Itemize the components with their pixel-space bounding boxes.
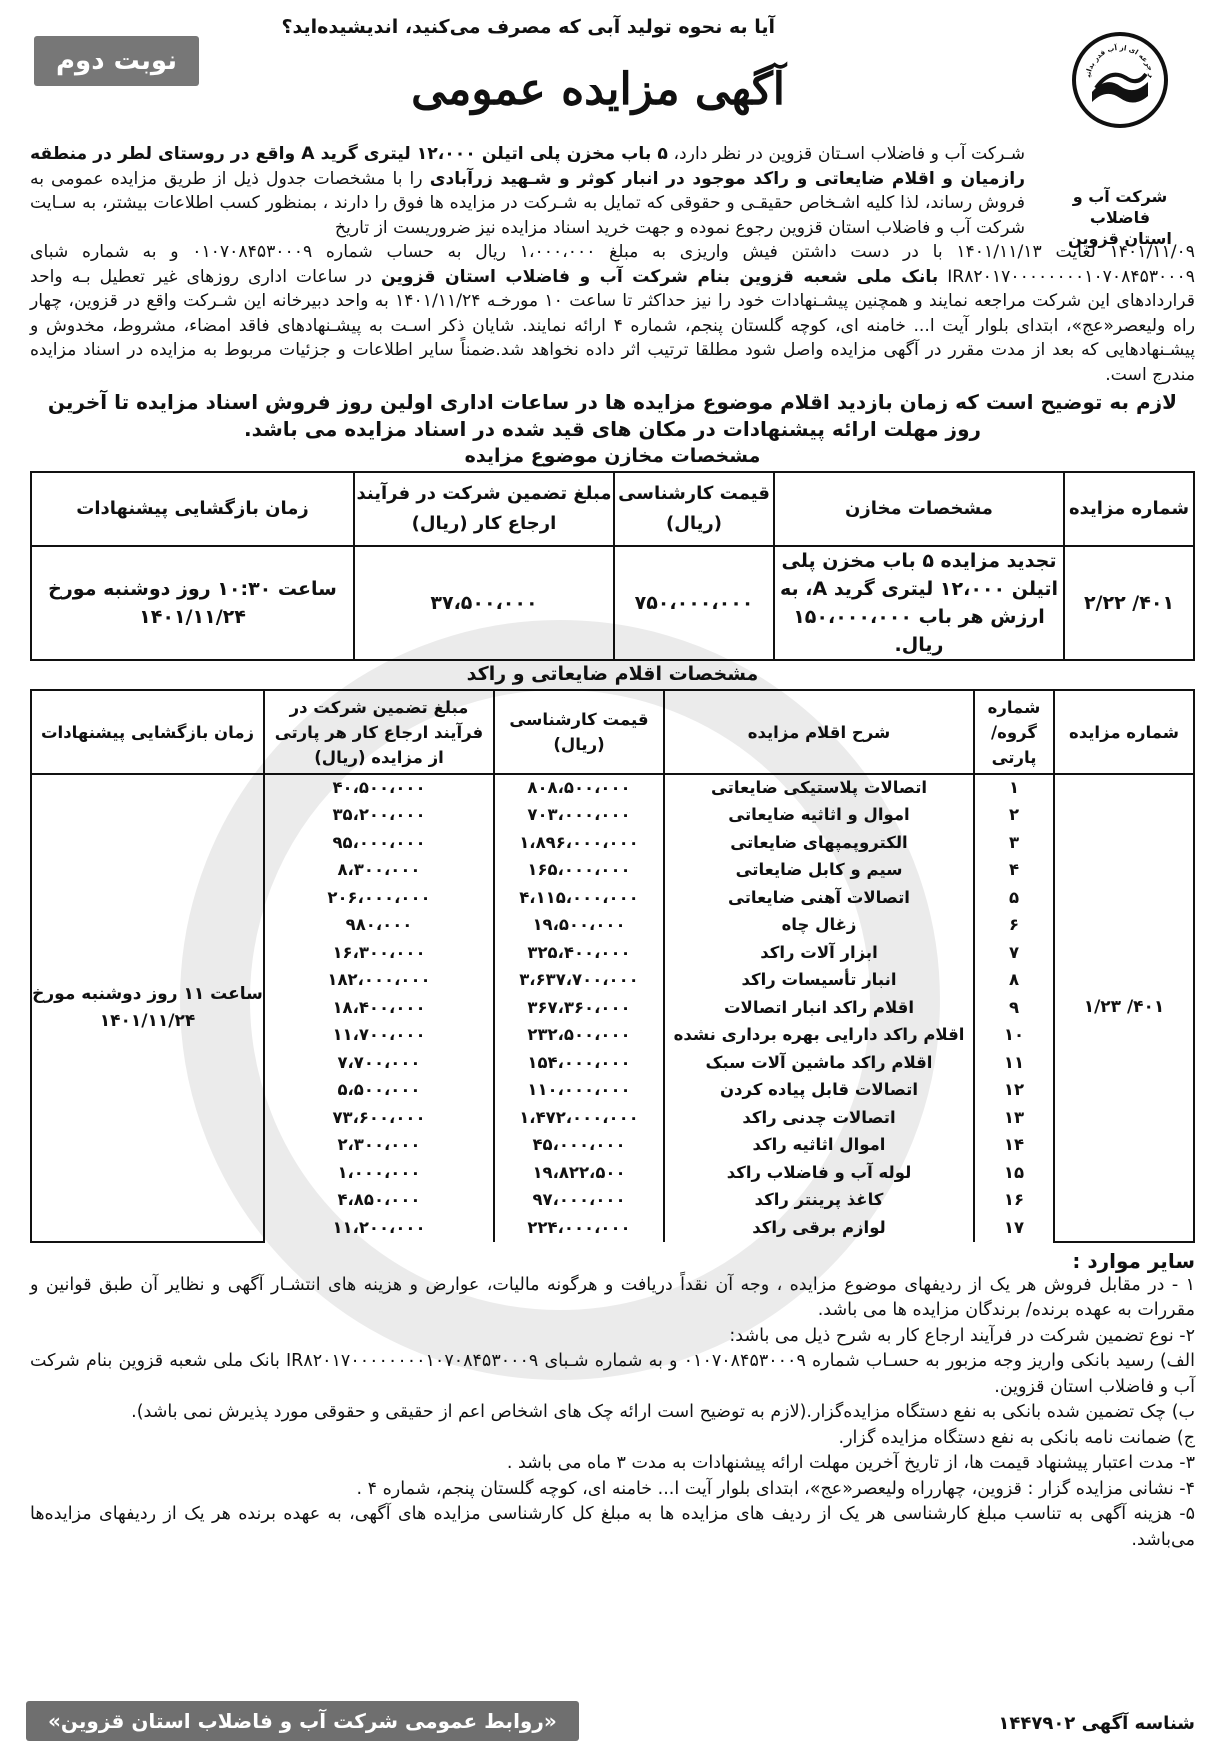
list-item: الف) رسید بانکی واریز وجه مزبور به حسـاب شماره ۰۱۰۷۰۸۴۵۳۰۰۰۹ و به شماره شـبای IR۸۲۰۱۷۰۰۰۰۰۰۰۰۱۰۷۰۸۴۵۳۰۰۰۹ بانک ملی شعبه قزوین بنام شرکت آب و فاضلاب استان قزوین. bbox=[30, 1351, 1195, 1397]
guarantee-amount: ۴۰،۵۰۰،۰۰۰ bbox=[264, 774, 494, 802]
expert-price: ۳۶۷،۳۶۰،۰۰۰ bbox=[494, 994, 664, 1022]
group-number: ۱۶ bbox=[974, 1187, 1054, 1215]
list-item: ۳- مدت اعتبار پیشنهاد قیمت ها، از تاریخ آخرین مهلت ارائه پیشنهادات به مدت ۳ ماه می باشد . bbox=[506, 1453, 1195, 1473]
list-item: ج) ضمانت نامه بانکی به نفع دستگاه مزایده گزار. bbox=[838, 1427, 1195, 1448]
group-number: ۶ bbox=[974, 912, 1054, 940]
guarantee-amount: ۲،۳۰۰،۰۰۰ bbox=[264, 1132, 494, 1160]
table-header: شماره گروه/ پارتی bbox=[974, 690, 1054, 774]
item-description: اتصالات قابل پیاده کردن bbox=[664, 1077, 974, 1105]
group-number: ۱۵ bbox=[974, 1159, 1054, 1187]
group-number: ۱۴ bbox=[974, 1132, 1054, 1160]
expert-price: ۴،۱۱۵،۰۰۰،۰۰۰ bbox=[494, 884, 664, 912]
expert-price: ۱،۸۹۶،۰۰۰،۰۰۰ bbox=[494, 829, 664, 857]
table-header: شرح اقلام مزایده bbox=[664, 690, 974, 774]
item-description: کاغذ پرینتر راکد bbox=[664, 1187, 974, 1215]
item-description: اتصالات آهنی ضایعاتی bbox=[664, 884, 974, 912]
table-header: مبلغ تضمین شرکت در فرآیند ارجاع کار (ریال) bbox=[354, 472, 614, 546]
item-description: الکتروپمپهای ضایعاتی bbox=[664, 829, 974, 857]
other-items-list bbox=[30, 1273, 1195, 1554]
expert-price: ۱۱۰،۰۰۰،۰۰۰ bbox=[494, 1077, 664, 1105]
group-number: ۴ bbox=[974, 857, 1054, 885]
scrap-section-title: مشخصات اقلام ضایعاتی و راکد bbox=[466, 663, 759, 685]
guarantee-amount: ۵،۵۰۰،۰۰۰ bbox=[264, 1077, 494, 1105]
item-description: ابزار آلات راکد bbox=[664, 939, 974, 967]
guarantee-amount: ۱۸۲،۰۰۰،۰۰۰ bbox=[264, 967, 494, 995]
page-title: آگهی مزایده عمومی bbox=[411, 64, 785, 115]
intro-paragraph: شـرکت آب و فاضلاب اسـتان قزوین در نظر دارد، ۵ باب مخزن پلی اتیلن ۱۲،۰۰۰ لیتری گرید A واقع در روستای لطر در منطقه رازمیان و اقلام ضایعاتی و راکد موجود در انبار کوثر و شـهید زرآبادی را با مشخصات جدول ذیل از طریق مزایده عمومی به فروش رساند، لذا کلیه اشـخاص حقیقـی و حقوقی که تمایل به شـرکت در مزایده ها فوق را دارند ، بمنظور کسب اطلاعات بیشتر، به سـایت شرکت آب و فاضلاب استان قزوین رجوع نموده و جهت خرید اسناد مزایده نیز ضروریست از تاریخ bbox=[30, 144, 1026, 238]
table-header: شماره مزایده bbox=[1064, 472, 1194, 546]
guarantee-amount: ۳۷،۵۰۰،۰۰۰ bbox=[354, 546, 614, 660]
table-header: مبلغ تضمین شرکت در فرآیند ارجاع کار هر پارتی از مزایده (ریال) bbox=[264, 690, 494, 774]
other-items-title: سایر موارد : bbox=[1072, 1248, 1195, 1273]
guarantee-amount: ۹۸۰،۰۰۰ bbox=[264, 912, 494, 940]
guarantee-amount: ۲۰۶،۰۰۰،۰۰۰ bbox=[264, 884, 494, 912]
expert-price: ۳۲۵،۴۰۰،۰۰۰ bbox=[494, 939, 664, 967]
item-description: لوازم برقی راکد bbox=[664, 1214, 974, 1242]
group-number: ۲ bbox=[974, 802, 1054, 830]
list-item: ۴- نشانی مزایده گزار : قزوین، چهارراه ولیعصر«عج»، ابتدای بلوار آیت ا... خامنه ای، کوچه گلستان پنجم، شماره ۴ . bbox=[356, 1478, 1195, 1499]
group-number: ۱۲ bbox=[974, 1077, 1054, 1105]
expert-price: ۲۳۲،۵۰۰،۰۰۰ bbox=[494, 1022, 664, 1050]
list-item: ۲- نوع تضمین شرکت در فرآیند ارجاع کار به شرح ذیل می باشد: bbox=[729, 1325, 1195, 1346]
table-header: مشخصات مخازن bbox=[774, 472, 1064, 546]
item-description: زغال چاه bbox=[664, 912, 974, 940]
guarantee-amount: ۱۸،۴۰۰،۰۰۰ bbox=[264, 994, 494, 1022]
tanks-section-title: مشخصات مخازن موضوع مزایده bbox=[464, 445, 761, 467]
expert-price: ۷۰۳،۰۰۰،۰۰۰ bbox=[494, 802, 664, 830]
table-header-row bbox=[31, 472, 1194, 546]
group-number: ۱۳ bbox=[974, 1104, 1054, 1132]
group-number: ۱۱ bbox=[974, 1049, 1054, 1077]
list-item: ب) چک تضمین شده بانکی به نفع دستگاه مزایده‌گزار.(لازم به توضیح است ارائه چک های اشخاص اعم از حقیقی و حقوقی مورد پذیرش نمی باشد). bbox=[131, 1402, 1195, 1422]
group-number: ۸ bbox=[974, 967, 1054, 995]
item-description: سیم و کابل ضایعاتی bbox=[664, 857, 974, 885]
ad-id: شناسه آگهی ۱۴۴۷۹۰۲ bbox=[998, 1713, 1195, 1734]
guarantee-amount: ۸،۳۰۰،۰۰۰ bbox=[264, 857, 494, 885]
table-header: زمان بازگشایی پیشنهادات bbox=[31, 690, 264, 774]
table-header-row bbox=[31, 690, 1194, 774]
scrap-table bbox=[30, 689, 1195, 1243]
tank-spec: تجدید مزایده ۵ باب مخزن پلی اتیلن ۱۲،۰۰۰ لیتری گرید A، به ارزش هر باب ۱۵۰،۰۰۰،۰۰۰ ریال. bbox=[774, 546, 1064, 660]
guarantee-amount: ۹۵،۰۰۰،۰۰۰ bbox=[264, 829, 494, 857]
logo-caption: شرکت آب و فاضلاب استان قزوین bbox=[1068, 187, 1172, 248]
expert-price: ۱۵۴،۰۰۰،۰۰۰ bbox=[494, 1049, 664, 1077]
table-row bbox=[31, 774, 1194, 802]
item-description: اقلام راکد انبار اتصالات bbox=[664, 994, 974, 1022]
expert-price: ۱۹،۵۰۰،۰۰۰ bbox=[494, 912, 664, 940]
item-description: اقلام راکد ماشین آلات سبک bbox=[664, 1049, 974, 1077]
tanks-table bbox=[30, 471, 1195, 661]
guarantee-amount: ۱،۰۰۰،۰۰۰ bbox=[264, 1159, 494, 1187]
group-number: ۱ bbox=[974, 774, 1054, 802]
list-item: ۵- هزینه آگهی به تناسب مبلغ کارشناسی هر یک از ردیف های مزایده ها به مبلغ کل کارشناسی مزایده های آگهی، به عهده برنده هر یک از ردیفهای مزایده‌ها می‌باشد. bbox=[30, 1504, 1195, 1550]
expert-price: ۲۲۴،۰۰۰،۰۰۰ bbox=[494, 1214, 664, 1242]
group-number: ۷ bbox=[974, 939, 1054, 967]
round-badge: نوبت دوم bbox=[34, 36, 199, 86]
water-drop-icon bbox=[1072, 32, 1168, 128]
item-description: اقلام راکد دارایی بهره برداری نشده bbox=[664, 1022, 974, 1050]
item-description: اموال اثاثیه راکد bbox=[664, 1132, 974, 1160]
item-description: لوله آب و فاضلاب راکد bbox=[664, 1159, 974, 1187]
group-number: ۱۷ bbox=[974, 1214, 1054, 1242]
expert-price: ۸۰۸،۵۰۰،۰۰۰ bbox=[494, 774, 664, 802]
svg-text:هر جرعه ای از آب قدر بدانیم bbox=[1076, 36, 1156, 79]
list-item: ۱ - در مقابل فروش هر یک از ردیفهای موضوع مزایده ، وجه آن نقداً دریافت و هرگونه مالیات، عوارض و هزینه های انتشـار آگهی و نظایر آن طبق قوانین و مقررات به عهده برنده/ برندگان مزایده ها می باشد. bbox=[30, 1274, 1195, 1320]
table-header: زمان بازگشایی پیشنهادات bbox=[31, 472, 354, 546]
item-description: اتصالات پلاستیکی ضایعاتی bbox=[664, 774, 974, 802]
logo-arc-text: ر جرعه ای از آب قدر بدانی bbox=[1084, 43, 1156, 79]
opening-time: ساعت ۱۱ روز دوشنبه مورخ ۱۴۰۱/۱۱/۲۴ bbox=[31, 774, 264, 1242]
guarantee-amount: ۷۳،۶۰۰،۰۰۰ bbox=[264, 1104, 494, 1132]
guarantee-amount: ۱۱،۷۰۰،۰۰۰ bbox=[264, 1022, 494, 1050]
guarantee-amount: ۷،۷۰۰،۰۰۰ bbox=[264, 1049, 494, 1077]
intro-paragraph-continued: ۱۴۰۱/۱۱/۰۹ لغایت ۱۴۰۱/۱۱/۱۳ با در دست داشتن فیش واریزی به مبلغ ۱،۰۰۰،۰۰۰ ریال به حساب شماره ۰۱۰۷۰۸۴۵۳۰۰۰۹ و به شماره شبای IR۸۲۰۱۷۰۰۰۰۰۰۰۰۱۰۷۰۸۴۵۳۰۰۰۹ بانک ملی شعبه قزوین بنام شرکت آب و فاضلاب استان قزوین در ساعات اداری روزهای غیر تعطیل بـه واحد قراردادهای این شرکت مراجعه نمایند و همچنین پیشـنهادات خود را نیز حداکثر تا ساعت ۱۰ مورخـه ۱۴۰۱/۱۱/۲۴ به واحد دبیرخانه این شـرکت واقع در قزوین، چهار راه ولیعصر«عج»، ابتدای بلوار آیت ا... خامنه ای، کوچه گلستان پنجم، شماره ۴ ارائه نمایند. شایان ذکر اسـت به پیشـنهادهای فاقد امضاء، مشروط، مخدوش و پیشـنهادهایی که بعد از مدت مقرر در آگهی مزایده واصل شود مطلقا ترتیب اثر داده نخواهد شد.ضمناً سایر اطلاعات و جزئیات مربوط به مزایده در اسناد مزایده مندرج است. bbox=[30, 242, 1195, 385]
expert-price: ۳،۶۳۷،۷۰۰،۰۰۰ bbox=[494, 967, 664, 995]
table-header: شماره مزایده bbox=[1054, 690, 1194, 774]
group-number: ۹ bbox=[974, 994, 1054, 1022]
company-logo bbox=[1045, 32, 1195, 249]
table-header: قیمت کارشناسی (ریال) bbox=[494, 690, 664, 774]
footer bbox=[26, 1701, 1195, 1749]
expert-price: ۷۵۰،۰۰۰،۰۰۰ bbox=[614, 546, 774, 660]
item-description: اموال و اثاثیه ضایعاتی bbox=[664, 802, 974, 830]
opening-time: ساعت ۱۰:۳۰ روز دوشنبه مورخ ۱۴۰۱/۱۱/۲۴ bbox=[31, 546, 354, 660]
auction-number: ۴۰۱/ ۲/۲۲ bbox=[1064, 546, 1194, 660]
visit-note: لازم به توضیح است که زمان بازدید اقلام موضوع مزایده ها در ساعات اداری اولین روز فروش اسناد مزایده تا آخرین روز مهلت ارائه پیشنهادات در مکان های قید شده در اسناد مزایده می باشد. bbox=[47, 390, 1178, 441]
item-description: اتصالات چدنی راکد bbox=[664, 1104, 974, 1132]
group-number: ۱۰ bbox=[974, 1022, 1054, 1050]
group-number: ۳ bbox=[974, 829, 1054, 857]
expert-price: ۱۹،۸۲۲،۵۰۰ bbox=[494, 1159, 664, 1187]
slogan: آیا به نحوه تولید آبی که مصرف می‌کنید، اندیشیده‌اید؟ bbox=[281, 16, 775, 38]
guarantee-amount: ۴،۸۵۰،۰۰۰ bbox=[264, 1187, 494, 1215]
guarantee-amount: ۱۱،۲۰۰،۰۰۰ bbox=[264, 1214, 494, 1242]
group-number: ۵ bbox=[974, 884, 1054, 912]
public-relations-badge: «روابط عمومی شرکت آب و فاضلاب استان قزوین» bbox=[26, 1701, 579, 1741]
guarantee-amount: ۱۶،۳۰۰،۰۰۰ bbox=[264, 939, 494, 967]
guarantee-amount: ۳۵،۲۰۰،۰۰۰ bbox=[264, 802, 494, 830]
table-row bbox=[31, 546, 1194, 660]
expert-price: ۱،۴۷۲،۰۰۰،۰۰۰ bbox=[494, 1104, 664, 1132]
table-header: قیمت کارشناسی (ریال) bbox=[614, 472, 774, 546]
auction-number: ۴۰۱/ ۱/۲۳ bbox=[1054, 774, 1194, 1242]
expert-price: ۹۷،۰۰۰،۰۰۰ bbox=[494, 1187, 664, 1215]
item-description: انبار تأسیسات راکد bbox=[664, 967, 974, 995]
expert-price: ۴۵،۰۰۰،۰۰۰ bbox=[494, 1132, 664, 1160]
expert-price: ۱۶۵،۰۰۰،۰۰۰ bbox=[494, 857, 664, 885]
